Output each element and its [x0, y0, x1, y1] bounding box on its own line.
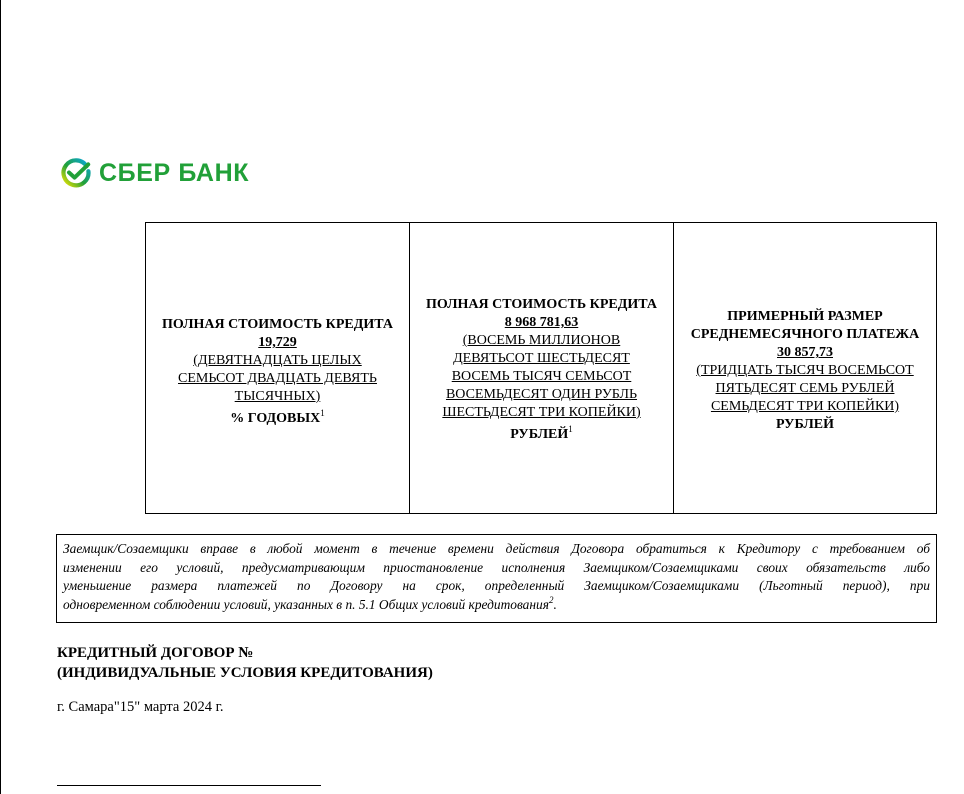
- psk-percent-unit: % ГОДОВЫХ: [230, 411, 321, 426]
- psk-amount-unit: РУБЛЕЙ: [510, 427, 569, 442]
- monthly-payment-unit: РУБЛЕЙ: [775, 417, 835, 432]
- logo-wordmark: СБЕР БАНК: [99, 159, 250, 187]
- notice-line-last: [63, 596, 930, 615]
- contract-title-line2: (ИНДИВИДУАЛЬНЫЕ УСЛОВИЯ КРЕДИТОВАНИЯ): [57, 665, 433, 681]
- notice-line: Заемщик/Созаемщики вправе в любой момент в течение времени действия Договора обратиться к Кредитору с требованием об: [63, 541, 930, 556]
- psk-amount-words: (ВОСЕМЬ МИЛЛИОНОВ ДЕВЯТЬСОТ ШЕСТЬДЕСЯТ ВОСЕМЬ ТЫСЯЧ СЕМЬСОТ ВОСЕМЬДЕСЯТ ОДИН РУБЛЬ ШЕСТЬДЕСЯТ ТРИ КОПЕЙКИ): [442, 333, 641, 420]
- page-left-border: [0, 0, 1, 794]
- psk-percent-words: (ДЕВЯТНАДЦАТЬ ЦЕЛЫХ СЕМЬСОТ ДВАДЦАТЬ ДЕВЯТЬ ТЫСЯЧНЫХ): [178, 353, 377, 404]
- sber-bank-logo: [60, 157, 249, 189]
- psk-percent-unit-row: [230, 410, 324, 428]
- footnote-1-marker: 1: [320, 408, 325, 418]
- footnote-1-marker: 1: [568, 424, 573, 434]
- monthly-payment-value: 30 857,73: [777, 345, 833, 360]
- psk-amount-title: ПОЛНАЯ СТОИМОСТЬ КРЕДИТА: [426, 297, 657, 312]
- psk-percent-value: 19,729: [258, 335, 297, 350]
- credit-cost-table: [145, 222, 937, 514]
- footnote-2-marker: 2: [548, 594, 554, 605]
- psk-amount-unit-row: [510, 426, 573, 444]
- psk-amount-value: 8 968 781,63: [504, 315, 579, 330]
- monthly-payment-title: ПРИМЕРНЫЙ РАЗМЕР СРЕДНЕМЕСЯЧНОГО ПЛАТЕЖА: [690, 309, 920, 342]
- notice-line: уменьшение размера платежей по Договору на срок, определенный Заемщиком/Созаемщиками (Льготный период), при: [63, 578, 930, 593]
- monthly-payment-words: (ТРИДЦАТЬ ТЫСЯЧ ВОСЕМЬСОТ ПЯТЬДЕСЯТ СЕМЬ РУБЛЕЙ СЕМЬДЕСЯТ ТРИ КОПЕЙКИ): [696, 363, 914, 414]
- notice-end: .: [553, 596, 557, 612]
- psk-percent-title: ПОЛНАЯ СТОИМОСТЬ КРЕДИТА: [162, 317, 393, 332]
- grace-period-notice: [56, 534, 937, 623]
- contract-title: [57, 643, 433, 683]
- psk-amount-cell: [409, 223, 673, 513]
- notice-line-text: одновременном соблюдении условий, указанных в п. 5.1 Общих условий кредитования: [63, 596, 549, 612]
- psk-percent-cell: [146, 223, 409, 513]
- notice-line: изменении его условий, предусматривающим приостановление исполнения Заемщиком/Созаемщиками своих обязательств либо: [63, 559, 930, 575]
- monthly-payment-cell: [673, 223, 936, 513]
- footnote-separator: [57, 785, 321, 786]
- place-and-date: г. Самара"15" марта 2024 г.: [57, 699, 224, 715]
- sber-checkmark-icon: [60, 157, 92, 189]
- contract-title-line1: КРЕДИТНЫЙ ДОГОВОР №: [57, 645, 254, 661]
